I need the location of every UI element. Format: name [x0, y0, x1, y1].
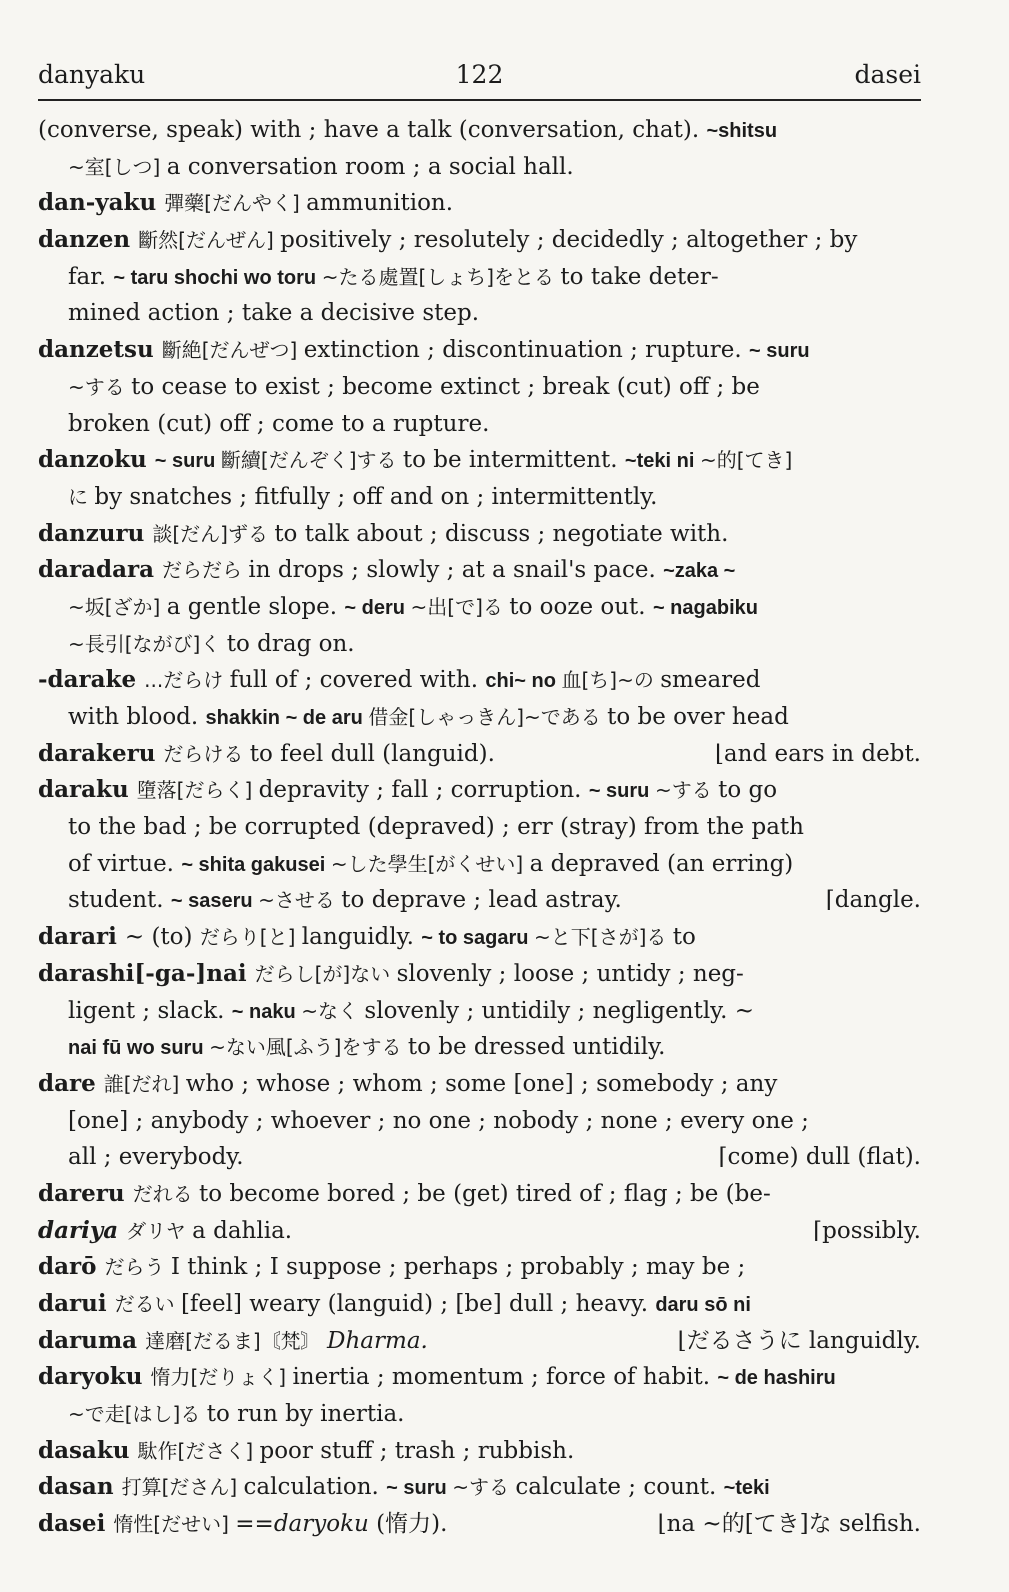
- japanese-text: ~なく: [301, 998, 365, 1023]
- definition-text: a gentle slope.: [166, 593, 345, 620]
- header-rule: [38, 99, 921, 101]
- definition-text: calculation.: [243, 1474, 387, 1501]
- definition-text: to become bored ; be (get) tired of ; flag ; be (be-: [198, 1180, 771, 1207]
- japanese-text: だるい: [114, 1292, 181, 1316]
- japanese-text: 惰性[だせい]: [113, 1512, 236, 1537]
- definition-text: to take deter-: [560, 263, 719, 290]
- headword: darakeru: [38, 739, 164, 767]
- japanese-text: だらける: [163, 741, 250, 766]
- definition-text: to feel dull (languid).: [249, 740, 495, 767]
- definition-text: broken (cut) off ; come to a rupture.: [68, 410, 490, 437]
- japanese-text: だらり[と]: [199, 925, 302, 950]
- definition-text: depravity ; fall ; corruption.: [258, 777, 589, 804]
- definition-text: a depraved (an erring): [529, 850, 794, 877]
- definition-text: slovenly ; untidily ; negligently. ~: [364, 997, 755, 1024]
- japanese-text: ~たる處置[しょち]をとる: [321, 264, 561, 289]
- margin-continuation: ⌈come) dull (flat).: [718, 1144, 921, 1171]
- entry-line: [38, 1506, 921, 1543]
- japanese-text: ~坂[ざか]: [68, 594, 167, 619]
- definition-text: poor stuff ; trash ; rubbish.: [259, 1437, 575, 1464]
- page-number: 122: [455, 60, 504, 89]
- japanese-text: に: [68, 484, 95, 509]
- headword: darō: [38, 1253, 105, 1281]
- romaji-phrase: ~teki: [723, 1477, 770, 1500]
- entry-line: [38, 1323, 921, 1360]
- definition-text: to run by inertia.: [206, 1401, 405, 1428]
- japanese-text: 墮落[だらく]: [136, 778, 259, 803]
- japanese-text: 斷絶[だんぜつ]: [161, 338, 304, 363]
- definition-text: who ; whose ; whom ; some [one] ; somebody ; any: [185, 1070, 778, 1097]
- entry-line: [38, 149, 921, 186]
- definition-text: to be over head: [607, 704, 789, 730]
- japanese-text: だらだら: [162, 558, 249, 583]
- dictionary-entries: [38, 112, 921, 1543]
- japanese-text: 血[ち]~の: [561, 668, 661, 693]
- definition-text: to talk about ; discuss ; negotiate with.: [274, 520, 729, 547]
- japanese-text: ~する: [452, 1475, 516, 1500]
- japanese-text: ~させる: [258, 888, 342, 913]
- romaji-phrase: ~ naku: [231, 1000, 302, 1023]
- header-last-entry: dasei: [854, 60, 921, 89]
- italic-text: Dharma.: [327, 1327, 428, 1354]
- definition-text: all ; everybody.: [68, 1144, 244, 1171]
- romaji-phrase: shakkin ~ de aru: [205, 707, 369, 729]
- definition-text: ammunition.: [306, 190, 454, 217]
- definition-text: to the bad ; be corrupted (depraved) ; err (stray) from the path: [68, 814, 804, 841]
- definition-text: to be dressed untidily.: [407, 1034, 666, 1061]
- definition-text: [feel] weary (languid) ; [be] dull ; heavy.: [180, 1291, 656, 1317]
- entry-line: [38, 1469, 921, 1506]
- entry-line: [38, 736, 921, 773]
- entry-line: [38, 442, 921, 479]
- japanese-text: ~室[しつ]: [68, 154, 167, 179]
- japanese-text: だらし[が]ない: [254, 961, 397, 986]
- definition-text: of virtue.: [68, 850, 182, 877]
- japanese-text: ~した學生[がくせい]: [330, 851, 530, 876]
- headword: darashi[-ga-]nai: [38, 959, 255, 987]
- definition-text: [one] ; anybody ; whoever ; no one ; nobody ; none ; every one ;: [68, 1107, 809, 1134]
- entry-line: [38, 993, 921, 1030]
- definition-text: languidly.: [301, 924, 422, 951]
- definition-text: smeared: [660, 667, 761, 694]
- romaji-phrase: ~ de hashiru: [717, 1367, 836, 1390]
- entry-line: [38, 1359, 921, 1396]
- headword: daryoku: [38, 1363, 151, 1391]
- japanese-text: ~的[てき]: [699, 448, 793, 473]
- romaji-phrase: ~ to sagaru: [421, 927, 535, 950]
- romaji-phrase: ~zaka ~: [663, 560, 736, 583]
- romaji-phrase: ~teki ni: [624, 450, 700, 473]
- romaji-phrase: ~ suru: [588, 780, 655, 803]
- headword: darari: [38, 923, 125, 951]
- definition-text: mined action ; take a decisive step.: [68, 300, 480, 327]
- headword: darui: [38, 1290, 115, 1317]
- entry-line: [38, 956, 921, 993]
- margin-continuation: ⌈possibly.: [813, 1217, 921, 1244]
- entry-line: [38, 1286, 921, 1323]
- headword: danzuru: [38, 519, 153, 547]
- entry-line: [38, 626, 921, 663]
- entry-line: [38, 662, 921, 699]
- entry-line: [38, 1103, 921, 1140]
- definition-text: to be intermittent.: [402, 447, 625, 474]
- japanese-text: 駄作[ださく]: [137, 1438, 260, 1463]
- romaji-phrase: ~ saseru: [170, 890, 259, 913]
- entry-line: [38, 1139, 921, 1176]
- definition-text: full of ; covered with.: [229, 667, 486, 694]
- romaji-phrase: chi~ no: [485, 670, 562, 693]
- entry-line: [38, 295, 921, 332]
- definition-text: inertia ; momentum ; force of habit.: [292, 1364, 718, 1391]
- header-first-entry: danyaku: [38, 60, 146, 89]
- headword: dasaku: [38, 1436, 138, 1464]
- romaji-phrase: ~ suru: [154, 450, 221, 473]
- japanese-text: だらう: [104, 1255, 171, 1280]
- definition-text: by snatches ; fitfully ; off and on ; intermittently.: [94, 483, 658, 510]
- headword: dareru: [38, 1179, 133, 1207]
- headword: danzetsu: [38, 336, 162, 364]
- romaji-phrase: ~shitsu: [706, 120, 778, 142]
- japanese-text: ~長引[ながび]く: [68, 631, 227, 656]
- entry-line: [38, 1433, 921, 1470]
- headword: dariya: [38, 1216, 127, 1244]
- romaji-phrase: daru sō ni: [655, 1294, 751, 1316]
- definition-text: extinction ; discontinuation ; rupture.: [303, 337, 749, 364]
- entry-line: [38, 846, 921, 883]
- margin-continuation: ⌊na ~的[てき]な selfish.: [657, 1511, 921, 1538]
- entry-line: [38, 809, 921, 846]
- headword: -darake: [38, 666, 145, 694]
- entry-line: [38, 589, 921, 626]
- entry-line: [38, 479, 921, 516]
- page-header: [38, 56, 921, 96]
- entry-line: [38, 259, 921, 296]
- definition-text: to deprave ; lead astray.: [341, 887, 622, 914]
- japanese-text: 借金[しゃっきん]~である: [368, 705, 608, 729]
- definition-text: I think ; I suppose ; perhaps ; probably ; may be ;: [170, 1254, 746, 1281]
- definition-text: positively ; resolutely ; decidedly ; altogether ; by: [280, 227, 858, 254]
- entry-line: [38, 772, 921, 809]
- romaji-phrase: ~ shita gakusei: [181, 853, 331, 876]
- japanese-text: ~する: [68, 374, 132, 399]
- headword: dasei: [38, 1510, 114, 1538]
- headword: daruma: [38, 1326, 146, 1354]
- entry-line: [38, 1029, 921, 1066]
- entry-line: [38, 185, 921, 222]
- definition-text: (惰力).: [368, 1511, 448, 1538]
- definition-text: (converse, speak) with ; have a talk (conversation, chat).: [38, 117, 707, 143]
- japanese-text: だれる: [132, 1181, 199, 1206]
- entry-line: [38, 699, 921, 736]
- entry-line: [38, 882, 921, 919]
- japanese-text: ~で走[はし]る: [68, 1402, 207, 1427]
- entry-line: [38, 919, 921, 956]
- japanese-text: 誰[だれ]: [103, 1071, 186, 1096]
- japanese-text: 斷然[だんぜん]: [138, 228, 281, 253]
- japanese-text: 惰力[だりょく]: [150, 1365, 293, 1390]
- romaji-phrase: ~ suru: [749, 340, 810, 363]
- margin-continuation: ⌊and ears in debt.: [714, 740, 921, 767]
- headword: dasan: [38, 1473, 122, 1501]
- definition-text: ~ (to): [124, 924, 200, 951]
- japanese-text: ...だらけ: [144, 668, 230, 693]
- entry-line: [38, 1249, 921, 1286]
- definition-text: to cease to exist ; become extinct ; break (cut) off ; be: [131, 373, 760, 400]
- entry-line: [38, 369, 921, 406]
- entry-line: [38, 112, 921, 149]
- romaji-phrase: ~ nagabiku: [652, 596, 758, 619]
- definition-text: student.: [68, 887, 171, 914]
- romaji-phrase: ~ taru shochi wo toru: [113, 266, 322, 289]
- entry-line: [38, 1396, 921, 1433]
- entry-line: [38, 552, 921, 589]
- japanese-text: 彈藥[だんやく]: [164, 191, 307, 216]
- definition-text: to go: [718, 777, 778, 804]
- definition-text: to drag on.: [226, 630, 355, 657]
- italic-text: daryoku: [273, 1511, 369, 1538]
- headword: danzen: [38, 226, 139, 254]
- japanese-text: 斷續[だんぞく]する: [220, 448, 403, 473]
- headword: danzoku: [38, 446, 155, 474]
- romaji-phrase: ~ suru: [386, 1477, 453, 1500]
- definition-text: in drops ; slowly ; at a snail's pace.: [248, 557, 664, 584]
- entry-line: [38, 406, 921, 443]
- japanese-text: ダリヤ: [126, 1218, 193, 1243]
- japanese-text: 談[だん]ずる: [152, 521, 275, 546]
- japanese-text: ~ない風[ふう]をする: [209, 1035, 408, 1060]
- japanese-text: ~と下[さが]る: [534, 925, 673, 950]
- entry-line: [38, 1176, 921, 1213]
- definition-text: with blood.: [68, 704, 206, 730]
- definition-text: calculate ; count.: [515, 1474, 724, 1501]
- entry-line: [38, 332, 921, 369]
- headword: dare: [38, 1069, 104, 1097]
- margin-continuation: ⌊だるさうに languidly.: [677, 1327, 921, 1354]
- headword: daraku: [38, 776, 137, 804]
- definition-text: far.: [68, 263, 114, 290]
- headword: daradara: [38, 556, 163, 584]
- entry-line: [38, 516, 921, 553]
- japanese-text: 打算[ださん]: [121, 1475, 244, 1500]
- japanese-text: 達磨[だるま]〘梵〙: [145, 1328, 328, 1353]
- definition-text: ligent ; slack.: [68, 997, 232, 1024]
- entry-line: [38, 222, 921, 259]
- japanese-text: ~出[で]る: [410, 594, 510, 619]
- romaji-phrase: nai fū wo suru: [68, 1037, 210, 1060]
- definition-text: slovenly ; loose ; untidy ; neg-: [396, 960, 744, 987]
- definition-text: a dahlia.: [192, 1217, 293, 1244]
- definition-text: to ooze out.: [509, 593, 653, 620]
- definition-text: ==: [235, 1511, 274, 1538]
- romaji-phrase: ~ deru: [344, 596, 411, 619]
- headword: dan-yaku: [38, 189, 165, 217]
- entry-line: [38, 1066, 921, 1103]
- definition-text: to: [672, 924, 696, 951]
- margin-continuation: ⌈dangle.: [825, 887, 921, 914]
- entry-line: [38, 1213, 921, 1250]
- definition-text: a conversation room ; a social hall.: [166, 153, 574, 180]
- japanese-text: ~する: [654, 778, 719, 803]
